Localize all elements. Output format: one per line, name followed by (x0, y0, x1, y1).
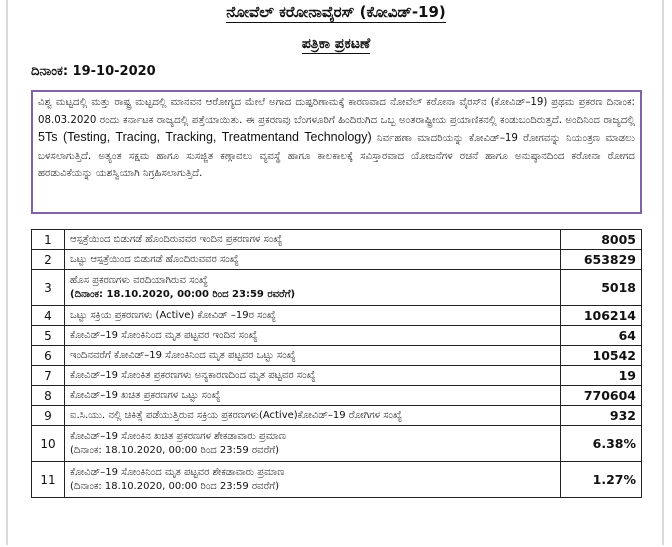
intro-5ts: 5Ts (Testing, Tracing, Tracking, Treatmentand Technology) (38, 130, 372, 145)
row-number: 11 (32, 462, 65, 498)
page-subtitle (0, 34, 672, 54)
row-description-cell (65, 386, 561, 406)
row-value: 653829 (561, 250, 642, 270)
row-date-note: (ದಿನಾಂಕ: 18.10.2020, 00:00 ರಿಂದ 23:59 ರವರೆಗೆ) (70, 480, 279, 492)
row-value: 6.38% (561, 426, 642, 462)
row-value: 8005 (561, 230, 642, 250)
row-value: 1.27% (561, 462, 642, 498)
row-description: ಕೋವಿಡ್–19 ಸೋಂಕಿನಿಂದ ಮೃತ ಪಟ್ಟವರ ಶೇಕಡಾವಾರು ಪ್ರಮಾಣ (70, 466, 285, 478)
row-number: 7 (32, 366, 65, 386)
page-title (0, 2, 672, 22)
row-description: ಕೋವಿಡ್–19 ಖಚಿತ ಪ್ರಕರಣಗಳ ಒಟ್ಟು ಸಂಖ್ಯೆ (70, 389, 221, 401)
row-description: ಐ.ಸಿ.ಯು. ನಲ್ಲಿ ಚಿಕಿತ್ಸೆ ಪಡೆಯುತ್ತಿರುವ ಸಕ್ರಿಯ ಪ್ರಕರಣಗಳು(Active)ಕೋವಿಡ್–19 ರೋಗಿಗಳ ಸಂಖ್ಯೆ (70, 409, 403, 421)
row-description-cell (65, 462, 561, 498)
intro-text-part1: ವಿಶ್ವ ಮಟ್ಟದಲ್ಲಿ ಮತ್ತು ರಾಷ್ಟ್ರ ಮಟ್ಟದಲ್ಲಿ ಮಾನವನ ಆರೋಗ್ಯದ ಮೇಲೆ ಅಗಾದ ದುಷ್ಪರಿಣಾಮಕ್ಕೆ ಕಾರಣವಾದ ನೋವೆಲ್ ಕರೋನಾ ವೈರಸ್‍ನ (ಕೋವಿಡ್–19) ಪ್ರಥಮ ಪ್ರಕರಣ ದಿನಾಂಕ: 08.03.2020 ರಂದು ಕರ್ನಾಟಕ ರಾಜ್ಯದಲ್ಲಿ ಪತ್ತೆಯಾಯಿತು. ಈ ಪ್ರಕರಣವು ಬೆಂಗಳೂರಿಗೆ ಹಿಂದಿರುಗಿದ ಒಬ್ಬ ಅಂತರಾಷ್ಟ್ರೀಯ ಪ್ರಯಾಣಿಕನಲ್ಲಿ ಕಂಡುಬಂದಿರುತ್ತದೆ. ಅಂದಿನಿಂದ ರಾಜ್ಯದಲ್ಲಿ (38, 97, 635, 126)
table-row (32, 462, 642, 498)
row-description-cell (65, 426, 561, 462)
row-description: ಒಟ್ಟು ಆಸ್ಪತ್ರೆಯಿಂದ ಬಿಡುಗಡೆ ಹೊಂದಿರುವವರ ಸಂಖ್ಯೆ (70, 253, 239, 265)
row-date-note: (ದಿನಾಂಕ: 18.10.2020, 00:00 ರಿಂದ 23:59 ರವರೆಗೆ) (70, 444, 279, 456)
row-number: 9 (32, 406, 65, 426)
row-description-cell (65, 406, 561, 426)
row-description-cell (65, 346, 561, 366)
table-row (32, 386, 642, 406)
row-number: 4 (32, 306, 65, 326)
statistics-table (31, 229, 642, 498)
row-description-cell (65, 366, 561, 386)
table-row (32, 306, 642, 326)
row-number: 5 (32, 326, 65, 346)
release-date: ದಿನಾಂಕ: 19-10-2020 (31, 64, 156, 79)
page-subtitle-text: ಪತ್ರಿಕಾ ಪ್ರಕಟಣೆ (301, 36, 371, 52)
row-description: ಆಸ್ಪತ್ರೆಯಿಂದ ಬಿಡುಗಡೆ ಹೊಂದಿರುವವರ ಇಂದಿನ ಪ್ರಕರಣಗಳ ಸಂಖ್ಯೆ (70, 233, 283, 245)
row-description-cell (65, 326, 561, 346)
row-number: 10 (32, 426, 65, 462)
row-value: 10542 (561, 346, 642, 366)
row-value: 770604 (561, 386, 642, 406)
table-row (32, 406, 642, 426)
table-row (32, 250, 642, 270)
row-description: ಒಟ್ಟು ಸಕ್ರಿಯ ಪ್ರಕರಣಗಳು (Active) ಕೋವಿಡ್ –19ರ ಸಂಖ್ಯೆ (70, 309, 276, 321)
intro-text-part2: ನಿರ್ವಹಣಾ ಮಾದರಿಯನ್ನು ಕೋವಿಡ್–19 ರೋಗವನ್ನು ನಿಯಂತ್ರಣ ಮಾಡಲು ಬಳಸಲಾಗುತ್ತಿದೆ. ಅತ್ಯಂತ ಸಕ್ಷಮ ಹಾಗೂ ಸುಸಜ್ಜಿತ ಕಣ್ಗಾವಲು ವ್ಯವಸ್ಥೆ ಹಾಗೂ ಕಾಲಕಾಲಕ್ಕೆ ಸವಿಸ್ತಾರವಾದ ಯೋಜನೆಗಳ ರಚನೆ ಹಾಗೂ ಅನುಷ್ಠಾನದಿಂದ ಕರೋನಾ ರೋಗದ ಹರಡುವಿಕೆಯನ್ನು ಯಶಸ್ವಿಯಾಗಿ ನಿಗ್ರಹಿಸಲಾಗುತ್ತಿದೆ. (38, 133, 635, 180)
intro-paragraph (31, 90, 642, 214)
row-description: ಕೋವಿಡ್–19 ಸೋಂಕಿನ ಖಚಿತ ಪ್ರಕರಣಗಳ ಶೇಕಡಾವಾರು ಪ್ರಮಾಣ (70, 430, 286, 442)
row-description: ಕೋವಿಡ್–19 ಸೋಂಕಿತ ಪ್ರಕರಣಗಳು ಅನ್ಯಕಾರಣದಿಂದ ಮೃತ ಪಟ್ಟವರ ಸಂಖ್ಯೆ (70, 369, 316, 381)
table-row (32, 326, 642, 346)
table-row (32, 366, 642, 386)
row-number: 6 (32, 346, 65, 366)
table-row (32, 230, 642, 250)
table-row (32, 426, 642, 462)
row-value: 5018 (561, 270, 642, 306)
page-title-text: ನೋವೆಲ್ ಕರೋನಾವೈರಸ್ (ಕೋವಿಡ್-19) (226, 3, 446, 21)
row-description-cell (65, 230, 561, 250)
row-description: ಹೊಸ ಪ್ರಕರಣಗಳು ವರದಿಯಾಗಿರುವ ಸಂಖ್ಯೆ (70, 274, 208, 286)
row-description-cell (65, 250, 561, 270)
row-value: 19 (561, 366, 642, 386)
table-row (32, 346, 642, 366)
row-number: 8 (32, 386, 65, 406)
row-number: 2 (32, 250, 65, 270)
row-number: 3 (32, 270, 65, 306)
row-value: 106214 (561, 306, 642, 326)
statistics-table-body (32, 230, 642, 498)
row-value: 932 (561, 406, 642, 426)
row-description-cell (65, 270, 561, 306)
row-date-note: (ದಿನಾಂಕ: 18.10.2020, 00:00 ರಿಂದ 23:59 ರವರೆಗೆ) (70, 288, 296, 300)
table-row (32, 270, 642, 306)
row-value: 64 (561, 326, 642, 346)
row-description-cell (65, 306, 561, 326)
row-description: ಕೋವಿಡ್–19 ಸೋಂಕಿನಿಂದ ಮೃತ ಪಟ್ಟವರ ಇಂದಿನ ಸಂಖ್ಯೆ (70, 329, 258, 341)
row-number: 1 (32, 230, 65, 250)
row-description: ಇಂದಿನವರೆಗೆ ಕೋವಿಡ್–19 ಸೋಂಕಿನಿಂದ ಮೃತ ಪಟ್ಟವರ ಒಟ್ಟು ಸಂಖ್ಯೆ (70, 349, 296, 361)
